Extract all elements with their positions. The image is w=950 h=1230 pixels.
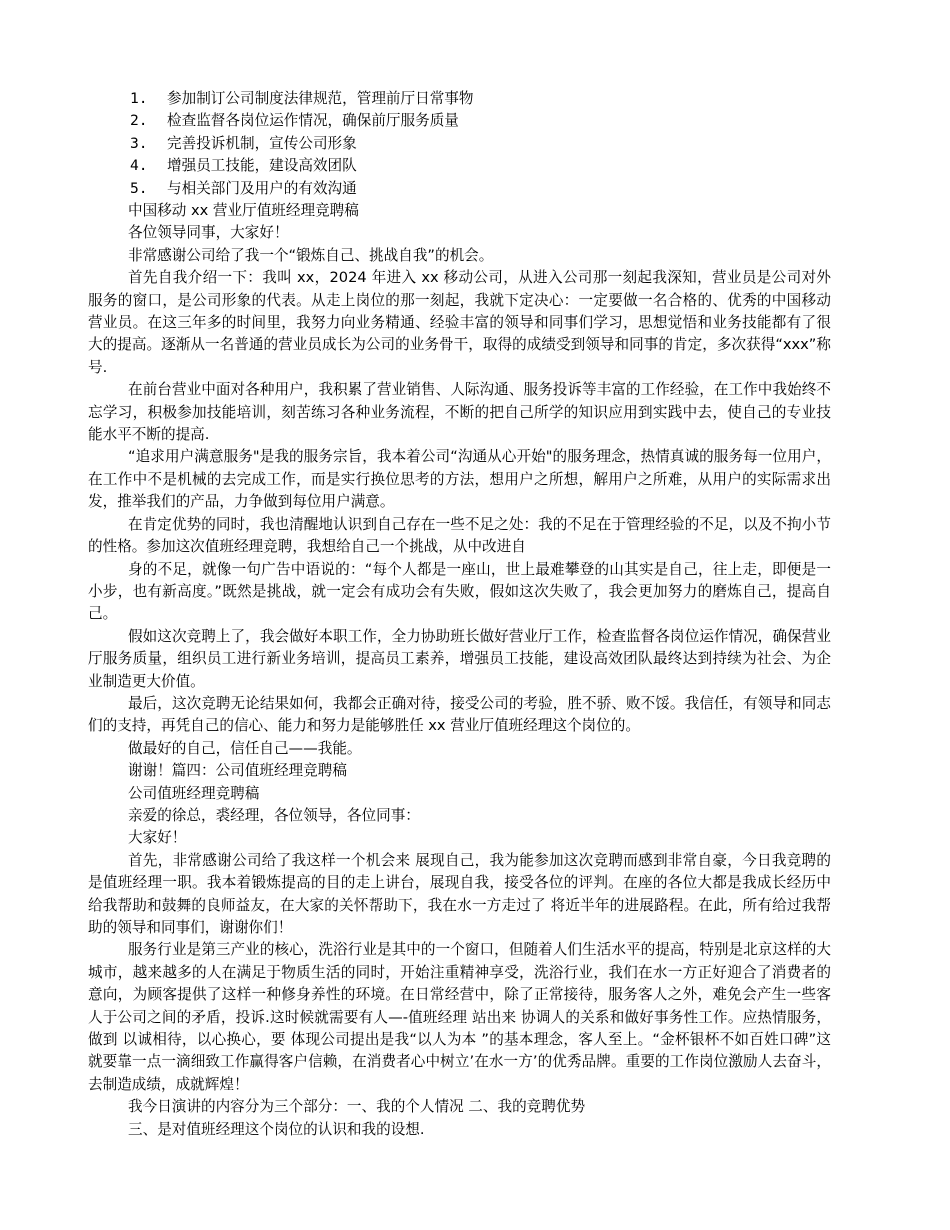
paragraph-mountain: 身的不足，就像一句广告中语说的：“每个人都是一座山，世上最难攀登的山其实是自己，往上走，即便是一小步，也有新高度。”既然是挑战，就一定会有成功会有失败，假如这次失败了，我会更加努力的磨炼自己，提高自己。 bbox=[88, 560, 831, 623]
list-number: 1. bbox=[130, 90, 148, 107]
paragraph-front-desk: 在前台营业中面对各种用户，我积累了营业销售、人际沟通、服务投诉等丰富的工作经验，在工作中我始终不忘学习，积极参加技能培训，刻苦练习各种业务流程，不断的把自己所学的知识应用到实践中去，使自己的专业技能水平不断的提高. bbox=[88, 381, 831, 444]
list-text: 完善投诉机制，宣传公司形象 bbox=[167, 134, 357, 152]
list-text: 增强员工技能，建设高效团队 bbox=[167, 157, 357, 175]
list-item bbox=[130, 88, 473, 110]
paragraph-industry: 服务行业是第三产业的核心，洗浴行业是其中的一个窗口，但随着人们生活水平的提高，特别是北京这样的大城市，越来越多的人在满足于物质生活的同时，开始注重精神享受，洗浴行业，我们在水一方正好迎合了消费者的意向，为顾客提供了这样一种修身养性的环境。在日常经营中，除了正常接待，服务客人之外，难免会产生一些客人于公司之间的矛盾，投诉.这时候就需要有人—-值班经理 站出来 协调人的关系和做好事务性工作。应热情服务，做到 以诚相待，以心换心，要 体现公司提出是我“以人为本 ”的基本理念，客人至上。“金杯银杯不如百姓口碑”这就要靠一点一滴细致工作赢得客户信赖，在消费者心中树立’在水一方’的优秀品牌。重要的工作岗位激励人去奋斗，去制造成绩，成就辉煌！ bbox=[88, 941, 831, 1093]
list-number: 5. bbox=[130, 179, 148, 197]
list-item bbox=[130, 178, 473, 200]
paragraph-final: 最后，这次竞聘无论结果如何，我都会正确对待，接受公司的考验，胜不骄、败不馁。我信任，有领导和同志们的支持，再凭自己的信心、能力和努力是能够胜任 xx 营业厅值班经理这个岗位的。 bbox=[88, 694, 831, 735]
paragraph-first: 首先，非常感谢公司给了我这样一个机会来 展现自己，我为能参加这次竞聘而感到非常自豪，今日我竞聘的是值班经理一职。我本着锻炼提高的目的走上讲台，展现自我，接受各位的评判。在座的各位大都是我成长经历中给我帮助和鼓舞的良师益友，在大家的关怀帮助下，我在水一方走过了 将近半年的进展路程。在此，所有给过我帮助的领导和同事们，谢谢你们！ bbox=[88, 851, 831, 936]
list-item bbox=[130, 155, 473, 177]
list-item bbox=[130, 110, 473, 132]
list-number: 4. bbox=[130, 157, 148, 175]
list-text: 检查监督各岗位运作情况，确保前厅服务质量 bbox=[167, 112, 459, 130]
paragraph-service: “追求用户满意服务"是我的服务宗旨，我本着公司“沟通从心开始"的服务理念，热情真诚的服务每一位用户，在工作中不是机械的去完成工作，而是实行换位思考的方法，想用户之所想，解用户之所难，从用户的实际需求出发，推举我们的产品，力争做到每位用户满意。 bbox=[88, 448, 831, 511]
list-item bbox=[130, 133, 473, 155]
list-number: 2. bbox=[130, 112, 148, 130]
list-text: 与相关部门及用户的有效沟通 bbox=[167, 179, 357, 197]
duty-list bbox=[130, 88, 473, 200]
list-number: 3. bbox=[130, 134, 148, 152]
paragraph-self-intro: 首先自我介绍一下：我叫 xx，2024 年进入 xx 移动公司，从进入公司那一刻起我深知，营业员是公司对外服务的窗口，是公司形象的代表。从走上岗位的那一刻起，我就下定决心：一定要做一名合格的、优秀的中国移动营业员。在这三年多的时间里，我努力向业务精通、经验丰富的领导和同事们学习，思想觉悟和业务技能都有了很大的提高。逐渐从一名普通的营业员成长为公司的业务骨干，取得的成绩受到领导和同事的肯定，多次获得“xxx”称号. bbox=[88, 269, 831, 376]
document-page: 1. 参加制订公司制度法律规范，管理前厅日常事物 2. 检查监督各岗位运作情况，确保前厅服务质量 3. 完善投诉机制，宣传公司形象 4. 增强员工技能，建设高效团队 5. 与相关部门及用户的有效沟通 中国移动 xx 营业厅值班经理竞聘稿 各位领导同事，大家好！ 非常感谢公司给了我一个“锻炼自己、挑战自我”的机会。 首先自我介绍一下：我叫 xx，2024 年进入 xx 移动公司，从进入公司那一刻起我深知，营业员是公司对外服务的窗口，是公司形象的代表。从走上岗位的那一刻起，我就下定决心：一定要做一名合格的、优秀的中国移动营业员。在这三年多的时间里，我努力向业务精通、经验丰富的领导和同事们学习，思想觉悟和业务技能都有了很大的提高。逐渐从一名普通的营业员成长为公司的业务骨干，取得的成绩受到领导和同事的肯定，多次获得“xxx”称号. 在前台营业中面对各种用户，我积累了营业销售、人际沟通、服务投诉等丰富的工作经验，在工作中我始终不忘学习，积极参加技能培训，刻苦练习各种业务流程，不断的把自己所学的知识应用到实践中去，使自己的专业技能水平不断的提高. “追求用户满意服务"是我的服务宗旨，我本着公司“沟通从心开始"的服务理念，热情真诚的服务每一位用户，在工作中不是机械的去完成工作，而是实行换位思考的方法，想用户之所想，解用户之所难，从用户的实际需求出发，推举我们的产品，力争做到每位用户满意。 在肯定优势的同时，我也清醒地认识到自己存在一些不足之处：我的不足在于管理经验的不足，以及不拘小节的性格。参加这次值班经理竞聘，我想给自己一个挑战，从中改进自 身的不足，就像一句广告中语说的：“每个人都是一座山，世上最难攀登的山其实是自己，往上走，即便是一小步，也有新高度。”既然是挑战，就一定会有成功会有失败，假如这次失败了，我会更加努力的磨炼自己，提高自己。 假如这次竞聘上了，我会做好本职工作，全力协助班长做好营业厅工作，检查监督各岗位运作情况，确保营业厅服务质量，组织员工进行新业务培训，提高员工素养，增强员工技能，建设高效团队最终达到持续为社会、为企业制造更大价值。 最后，这次竞聘无论结果如何，我都会正确对待，接受公司的考验，胜不骄、败不馁。我信任，有领导和同志们的支持，再凭自己的信心、能力和努力是能够胜任 xx 营业厅值班经理这个岗位的。 做最好的自己，信任自己——我能。 谢谢！篇四：公司值班经理竞聘稿 公司值班经理竞聘稿 亲爱的徐总，裘经理，各位领导，各位同事： 大家好！ 首先，非常感谢公司给了我这样一个机会来 展现自己，我为能参加这次竞聘而感到非常自豪，今日我竞聘的是值班经理一职。我本着锻炼提高的目的走上讲台，展现自我，接受各位的评判。在座的各位大都是我成长经历中给我帮助和鼓舞的良师益友，在大家的关怀帮助下，我在水一方走过了 将近半年的进展路程。在此，所有给过我帮助的领导和同事们，谢谢你们！ 服务行业是第三产业的核心，洗浴行业是其中的一个窗口，但随着人们生活水平的提高，特别是北京这样的大城市，越来越多的人在满足于物质生活的同时，开始注重精神享受，洗浴行业，我们在水一方正好迎合了消费者的意向，为顾客提供了这样一种修身养性的环境。在日常经营中，除了正常接待，服务客人之外，难免会产生一些客人于公司之间的矛盾，投诉.这时候就需要有人—-值班经理 站出来 协调人的关系和做好事务性工作。应热情服务，做到 以诚相待，以心换心，要 体现公司提出是我“以人为本 ”的基本理念，客人至上。“金杯银杯不如百姓口碑”这就要靠一点一滴细致工作赢得客户信赖，在消费者心中树立’在水一方’的优秀品牌。重要的工作岗位激励人去奋斗，去制造成绩，成就辉煌！ 我今日演讲的内容分为三个部分：一、我的个人情况 二、我的竞聘优势 三、是对值班经理这个岗位的认识和我的设想. bbox=[88, 90, 831, 1138]
list-text: 参加制订公司制度法律规范，管理前厅日常事物 bbox=[167, 90, 474, 107]
paragraph-weakness: 在肯定优势的同时，我也清醒地认识到自己存在一些不足之处：我的不足在于管理经验的不足，以及不拘小节的性格。参加这次值班经理竞聘，我想给自己一个挑战，从中改进自 bbox=[88, 515, 831, 556]
paragraph-plan: 假如这次竞聘上了，我会做好本职工作，全力协助班长做好营业厅工作，检查监督各岗位运作情况，确保营业厅服务质量，组织员工进行新业务培训，提高员工素养，增强员工技能，建设高效团队最终达到持续为社会、为企业制造更大价值。 bbox=[88, 627, 831, 690]
